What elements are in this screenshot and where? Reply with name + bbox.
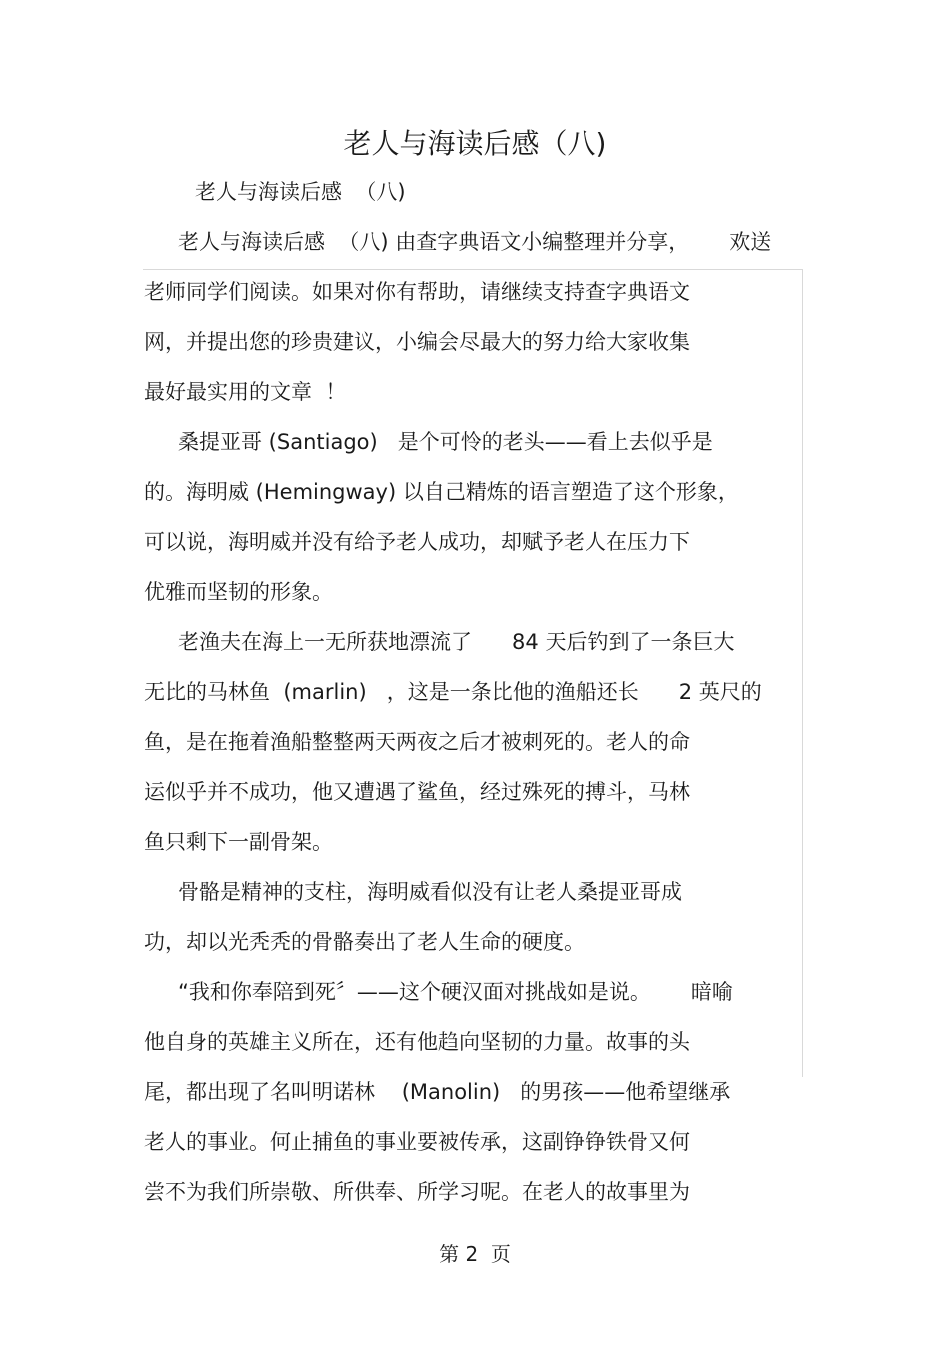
paragraph-line: 网，并提出您的珍贵建议，小编会尽最大的努力给大家收集	[144, 330, 690, 354]
paragraph-line: 最好最实用的文章 ！	[144, 380, 347, 404]
paragraph-line: 老渔夫在海上一无所获地漂流了 84 天后钓到了一条巨大	[178, 630, 735, 654]
page-number: 第 2 页	[439, 1242, 511, 1266]
paragraph-line: “我和你奉陪到死〞——这个硬汉面对挑战如是说。 暗喻	[178, 980, 733, 1004]
paragraph-line: 运似乎并不成功，他又遭遇了鲨鱼，经过殊死的搏斗，马林	[144, 780, 690, 804]
paragraph-line: 老师同学们阅读。如果对你有帮助，请继续支持查字典语文	[144, 280, 690, 304]
paragraph-line: 可以说，海明威并没有给予老人成功，却赋予老人在压力下	[144, 530, 690, 554]
document-title: 老人与海读后感（八)	[343, 127, 607, 160]
paragraph-line: 骨骼是精神的支柱，海明威看似没有让老人桑提亚哥成	[178, 880, 682, 904]
paragraph-line: 尾，都出现了名叫明诺林 (Manolin) 的男孩——他希望继承	[144, 1080, 731, 1104]
paragraph-line: 功，却以光秃秃的骨骼奏出了老人生命的硬度。	[144, 930, 585, 954]
paragraph-line: 鱼，是在拖着渔船整整两天两夜之后才被刺死的。老人的命	[144, 730, 690, 754]
paragraph-line: 老人的事业。何止捕鱼的事业要被传承，这副铮铮铁骨又何	[144, 1130, 690, 1154]
subtitle: 老人与海读后感 （八)	[195, 180, 406, 204]
paragraph-line: 的。海明威 (Hemingway) 以自己精炼的语言塑造了这个形象，	[144, 480, 739, 504]
paragraph-line: 老人与海读后感 （八) 由查字典语文小编整理并分享， 欢送	[178, 230, 772, 254]
paragraph-line: 鱼只剩下一副骨架。	[144, 830, 333, 854]
paragraph-line: 桑提亚哥 (Santiago) 是个可怜的老头——看上去似乎是	[178, 430, 713, 454]
paragraph-line: 无比的马林鱼 (marlin) ，这是一条比他的渔船还长 2 英尺的	[144, 680, 762, 704]
paragraph-line: 优雅而坚韧的形象。	[144, 580, 333, 604]
paragraph-line: 他自身的英雄主义所在，还有他趋向坚韧的力量。故事的头	[144, 1030, 690, 1054]
paragraph-line: 尝不为我们所崇敬、所供奉、所学习呢。在老人的故事里为	[144, 1180, 690, 1204]
